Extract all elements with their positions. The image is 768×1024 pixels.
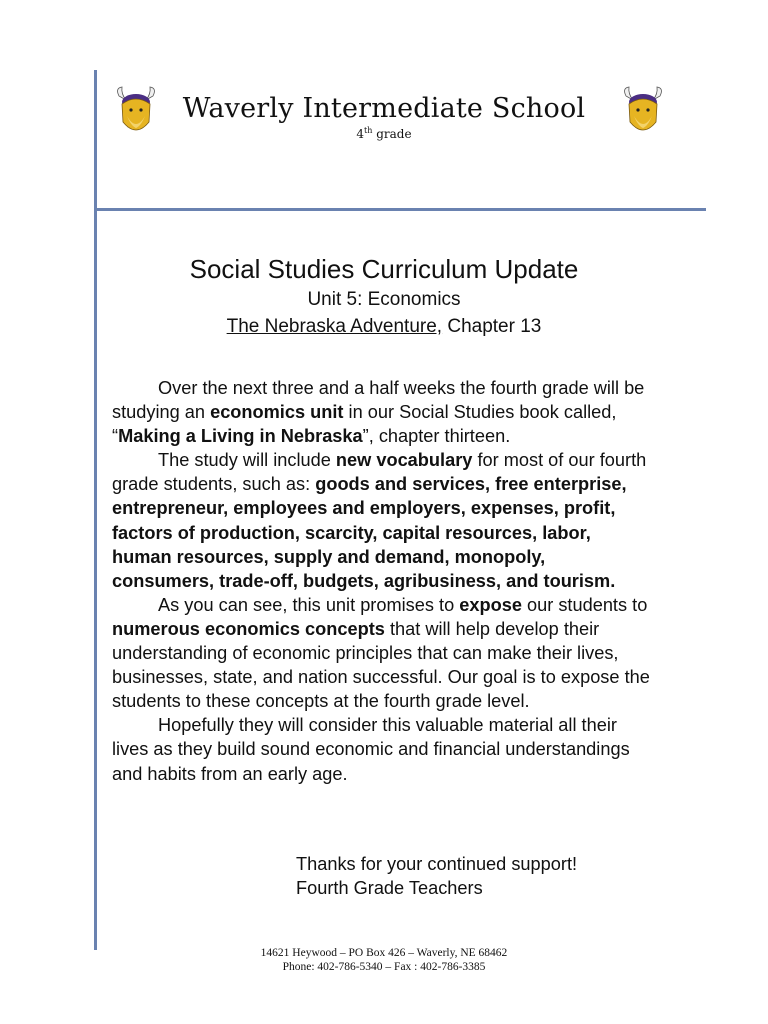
paragraph-3 bbox=[112, 593, 652, 713]
p4-text-a: Hopefully they will consider this valuable material all their lives as they build sound economic and financial understandings and habits from an early age. bbox=[112, 715, 630, 784]
p1-bold-book-title: Making a Living in Nebraska bbox=[118, 426, 363, 447]
letterhead bbox=[0, 93, 768, 141]
page-title: Social Studies Curriculum Update bbox=[189, 254, 579, 284]
book-chapter-line bbox=[0, 316, 768, 338]
p2-text-a: The study will include bbox=[158, 450, 336, 471]
p3-bold-concepts: numerous economics concepts bbox=[112, 618, 385, 639]
closing bbox=[296, 852, 577, 900]
closing-signature: Fourth Grade Teachers bbox=[296, 878, 483, 899]
closing-thanks: Thanks for your continued support! bbox=[296, 854, 578, 874]
p2-text-c: for most of our fourth grade students, such as: bbox=[112, 450, 647, 495]
paragraph-4 bbox=[112, 713, 652, 785]
p1-bold-economics-unit: economics unit bbox=[210, 402, 344, 423]
letter-body bbox=[112, 376, 652, 786]
p3-text-a: As you can see, this unit promises to bbox=[158, 594, 460, 615]
footer bbox=[0, 946, 768, 974]
paragraph-2 bbox=[112, 448, 652, 593]
footer-contact: Phone: 402-786-5340 – Fax : 402-786-3385 bbox=[282, 961, 486, 973]
p3-text-e: that will help develop their understanding of economic principles that can make their lives, businesses, state, and nation successful. Our goal is to expose the students to these concepts at the fourth grade level. bbox=[112, 618, 650, 712]
p1-text-a: Over the next three and a half weeks the fourth grade will be studying an bbox=[112, 378, 645, 423]
p2-bold-vocabulary-list: goods and services, free enterprise, entrepreneur, employees and employers, expenses, profit, factors of production, scarcity, capital resources, labor, human resources, supply and demand, monopoly, consumers, trade-off, budgets, agribusiness, and tourism. bbox=[112, 474, 627, 591]
vertical-margin-rule bbox=[94, 70, 97, 950]
p2-bold-new-vocabulary: new vocabulary bbox=[335, 450, 473, 471]
unit-subtitle: Unit 5: Economics bbox=[307, 289, 461, 310]
p1-text-c: in our Social Studies book called, “ bbox=[112, 402, 617, 447]
p3-text-c: our students to bbox=[521, 594, 648, 615]
grade-label bbox=[0, 126, 768, 141]
p3-bold-expose: expose bbox=[459, 594, 522, 615]
footer-address: 14621 Heywood – PO Box 426 – Waverly, NE 68462 bbox=[260, 947, 508, 959]
header-divider-rule bbox=[94, 208, 706, 211]
grade-number: 4 bbox=[356, 127, 365, 141]
grade-suffix: th bbox=[364, 126, 373, 135]
grade-word: grade bbox=[376, 127, 412, 141]
p1-text-e: ”, chapter thirteen. bbox=[362, 426, 511, 447]
paragraph-1 bbox=[112, 376, 652, 448]
school-name: Waverly Intermediate School bbox=[182, 93, 586, 124]
book-title: The Nebraska Adventure, bbox=[226, 316, 443, 337]
chapter-label: Chapter 13 bbox=[447, 316, 542, 337]
